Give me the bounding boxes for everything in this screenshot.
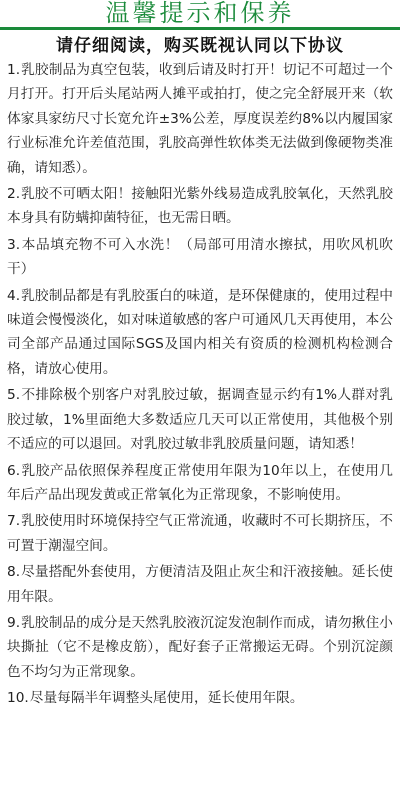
item-text: 乳胶制品的成分是天然乳胶液沉淀发泡制作而成，请勿揪住小块撕扯（它不是橡皮筋），配好套子正常搬运无碍。个别沉淀颜色不均匀为正常现象。 — [7, 614, 393, 680]
notice-list — [7, 58, 393, 713]
item-text: 不排除极个别客户对乳胶过敏，据调查显示约有1%人群对乳胶过敏，1%里面绝大多数适应几天可以正常使用，其他极个别不适应的可以退回。对乳胶过敏非乳胶质量问题，请知悉！ — [7, 387, 393, 453]
page-subtitle: 请仔细阅读，购买既视认同以下协议 — [56, 36, 344, 56]
notice-item-4 — [7, 284, 393, 382]
item-text: 乳胶制品为真空包装，收到后请及时打开！切记不可超过一个月打开。打开后头尾站两人摊平或拍打，使之完全舒展开来（软体家具家纺尺寸长宽允许±3%公差，厚度误差约8%以内履国家行业标准允许差值范围，乳胶高弹性软体类无法做到像硬物类准确，请知悉）。 — [7, 62, 393, 176]
notice-item-1 — [7, 58, 393, 180]
item-text: 本品填充物不可入水洗！（局部可用清水擦拭，用吹风机吹干） — [7, 236, 393, 278]
notice-item-7 — [7, 509, 393, 558]
notice-item-2 — [7, 182, 393, 231]
item-text: 乳胶产品依照保养程度正常使用年限为10年以上，在使用几年后产品出现发黄或正常氧化为正常现象，不影响使用。 — [7, 462, 393, 503]
item-text: 乳胶使用时环境保持空气正常流通，收藏时不可长期挤压，不可置于潮湿空间。 — [7, 513, 393, 554]
item-number: 7. — [7, 513, 21, 530]
item-text: 尽量搭配外套使用，方便清洁及阻止灰尘和汗液接触。延长使用年限。 — [7, 564, 393, 605]
notice-item-3 — [7, 233, 393, 282]
item-number: 5. — [7, 387, 21, 404]
item-number: 2. — [7, 186, 21, 203]
item-text: 尽量每隔半年调整头尾使用，延长使用年限。 — [29, 690, 304, 707]
item-number: 8. — [7, 564, 21, 581]
item-text: 乳胶制品都是有乳胶蛋白的味道，是环保健康的，使用过程中味道会慢慢淡化，如对味道敏感的客户可通风几天再使用，本公司全部产品通过国际SGS及国内相关有资质的检测机构检测合格，请放心使用。 — [7, 287, 393, 377]
notice-item-9 — [7, 611, 393, 684]
item-number: 1. — [7, 62, 21, 78]
page-title: 温馨提示和保养 — [105, 0, 295, 27]
item-number: 10. — [7, 690, 29, 707]
item-number: 4. — [7, 287, 21, 304]
item-text: 乳胶不可晒太阳！接触阳光紫外线易造成乳胶氧化，天然乳胶本身具有防螨抑菌特征，也无需日晒。 — [7, 186, 393, 227]
item-number: 3. — [7, 236, 21, 253]
notice-item-8 — [7, 560, 393, 609]
title-banner — [0, 0, 400, 30]
item-number: 6. — [7, 462, 21, 479]
notice-item-5 — [7, 383, 393, 456]
item-number: 9. — [7, 614, 21, 631]
notice-item-10 — [7, 686, 393, 710]
notice-item-6 — [7, 459, 393, 508]
